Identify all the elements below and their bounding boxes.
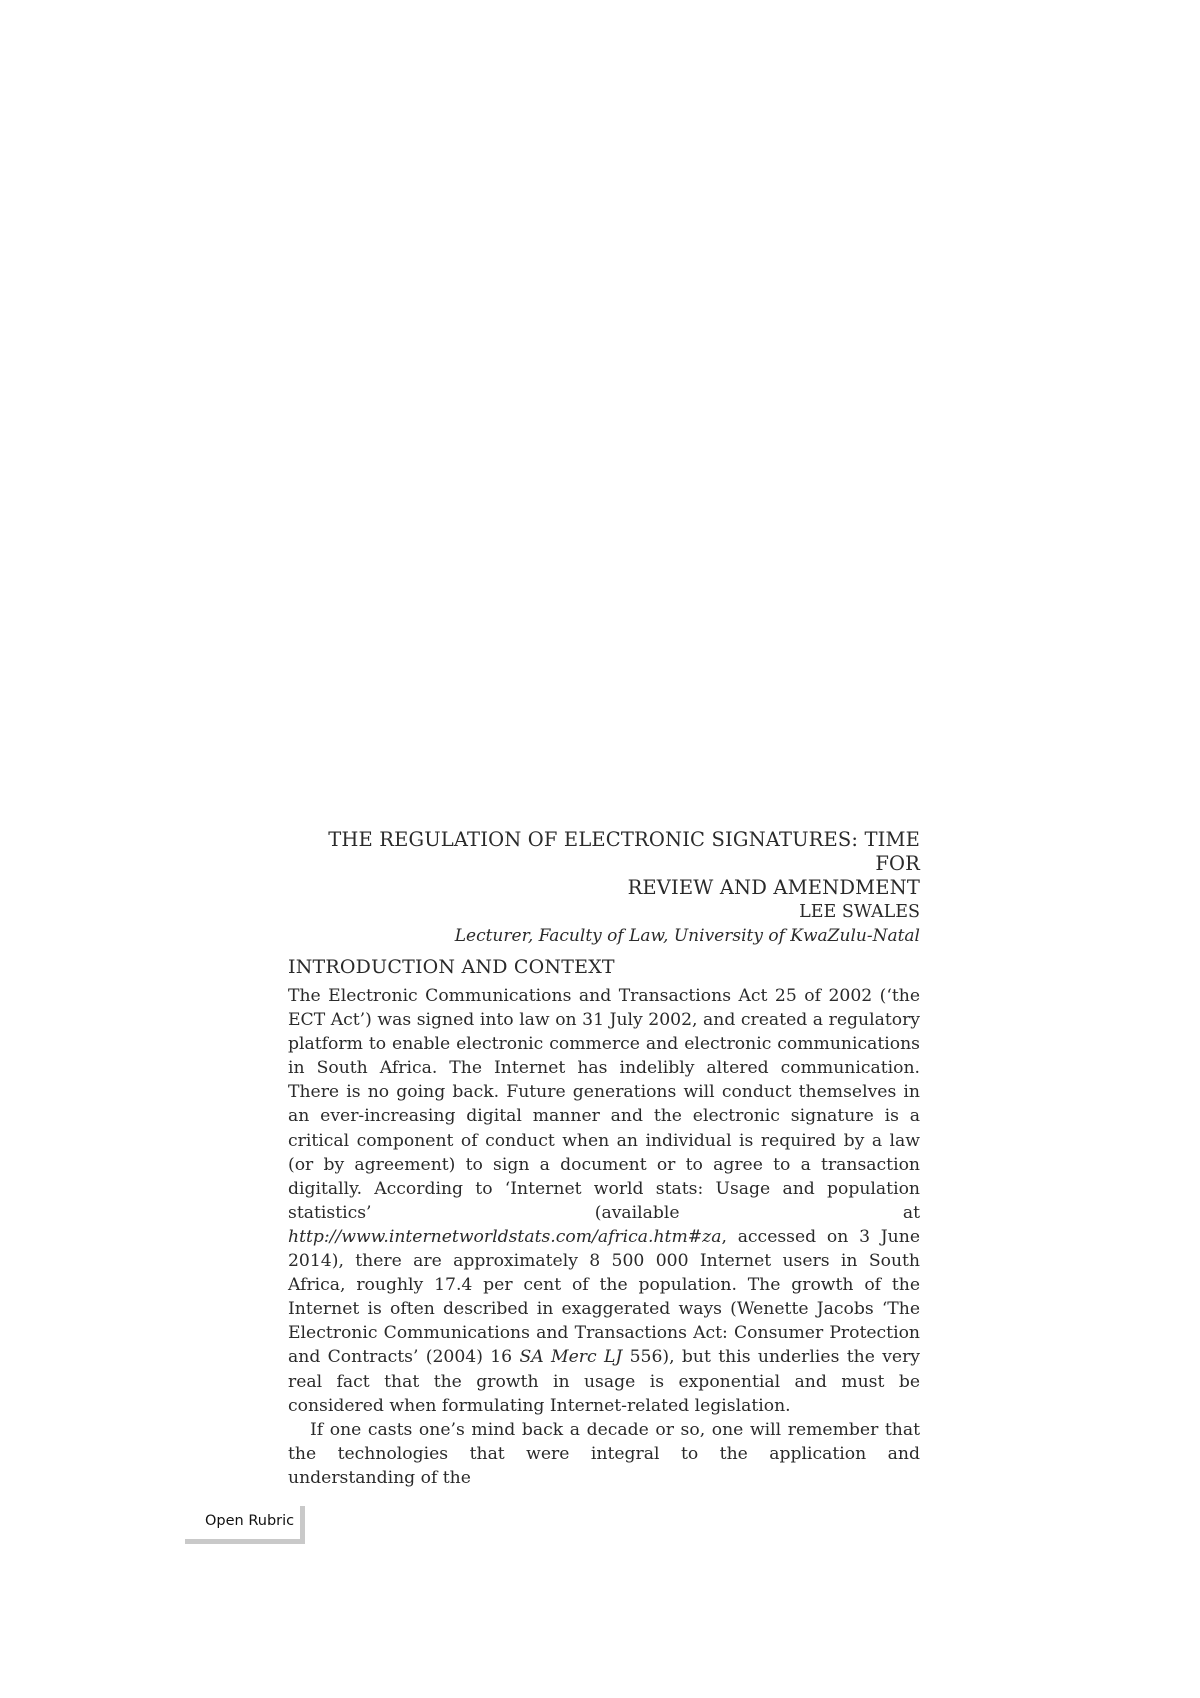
- section-heading: INTRODUCTION AND CONTEXT: [288, 956, 615, 978]
- article-header: [288, 828, 920, 948]
- paragraph-1-text-c: 556), but this underlies the very real fact that the growth in usage is exponential and must be considered when formulating Internet-related legislation.: [288, 1347, 921, 1416]
- journal-citation: SA Merc LJ: [519, 1347, 623, 1368]
- article-title: [288, 828, 920, 900]
- internet-world-stats-link[interactable]: http://www.internetworldstats.com/africa.htm#za: [288, 1226, 722, 1247]
- author-affiliation: Lecturer, Faculty of Law, University of KwaZulu-Natal: [454, 926, 920, 946]
- article-title-line-2: REVIEW AND AMENDMENT: [627, 876, 920, 899]
- paragraph-1-text-a: The Electronic Communications and Transactions Act 25 of 2002 (‘the ECT Act’) was signed into law on 31 July 2002, and created a regulatory platform to enable electronic commerce and electronic communications in South Africa. The Internet has indelibly altered communication. There is no going back. Future generations will conduct themselves in an ever-increasing digital manner and the electronic signature is a critical component of conduct when an individual is required by a law (or by agreement) to sign a document or to agree to a transaction digitally. According to ‘Internet world stats: Usage and population statistics’ (available at: [288, 986, 920, 1223]
- article-title-line-1: THE REGULATION OF ELECTRONIC SIGNATURES: TIME FOR: [328, 828, 920, 875]
- article-body: [288, 955, 920, 1490]
- open-rubric-tab[interactable]: [185, 1506, 305, 1544]
- paragraph-2: If one casts one’s mind back a decade or so, one will remember that the technologies that were integral to the application and understanding of the: [288, 1419, 920, 1488]
- paragraph-1-text-b: , accessed on 3 June 2014), there are approximately 8 500 000 Internet users in South Africa, roughly 17.4 per cent of the population. The growth of the Internet is often described in exaggerated ways (Wenette Jacobs ‘The Electronic Communications and Transactions Act: Consumer Protection and Contracts’ (2004) 16: [288, 1226, 920, 1368]
- article-author: LEE SWALES: [799, 902, 920, 922]
- paragraph-1: [288, 984, 920, 1418]
- open-rubric-label: Open Rubric: [205, 1513, 295, 1529]
